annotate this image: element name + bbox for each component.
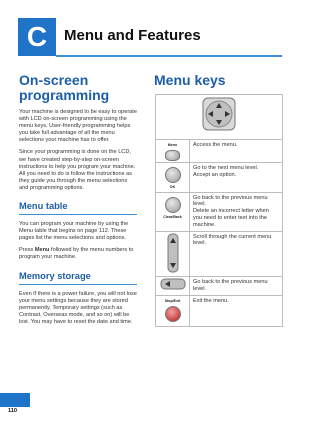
menu-keys-heading: Menu keys — [154, 72, 226, 88]
up-down-desc-line: Scroll through the current menu level. — [193, 233, 272, 247]
right-column — [154, 73, 284, 94]
table-row — [156, 140, 283, 163]
ok-key-desc-line-1: Go to the next menu level. — [193, 164, 259, 171]
press-suffix: followed by the menu numbers to program your machine. — [19, 247, 134, 261]
intro-paragraph-2: Since your programming is done on the LCD, we have created step-by-step on-screen instructions to help you program your machine. All you need to do is follow the instructions as they guide you through the menu selections and programming options. — [19, 149, 136, 191]
clear-back-key-icon — [165, 197, 181, 213]
menu-keys-table — [155, 94, 283, 327]
table-row-navigation-pad — [156, 95, 283, 140]
menu-key-desc-line: Access the menu. — [193, 142, 238, 148]
memory-storage-heading: Memory storage — [19, 271, 137, 285]
press-prefix: Press — [19, 247, 35, 254]
menu-key-description — [190, 140, 283, 163]
left-key-icon — [160, 278, 186, 290]
table-row — [156, 277, 283, 296]
left-key-description — [190, 277, 283, 296]
chapter-letter: C — [26, 21, 48, 52]
clear-back-key-description — [190, 192, 283, 231]
stop-exit-key-label: Stop/Exit — [164, 298, 181, 303]
chapter-letter-tab — [18, 18, 56, 56]
stop-exit-key-icon — [165, 306, 181, 322]
left-column — [19, 73, 137, 331]
chapter-title-rule — [56, 55, 282, 57]
stop-exit-key-description — [190, 295, 283, 326]
stop-exit-desc-line: Exit the menu. — [193, 297, 229, 304]
table-row — [156, 192, 283, 231]
key-cell-ok — [156, 162, 190, 192]
footer-page-tab — [0, 393, 30, 407]
ok-key-icon — [165, 167, 181, 183]
key-cell-left — [156, 277, 190, 296]
key-cell-stop-exit — [156, 295, 190, 326]
menu-table-heading: Menu table — [19, 201, 137, 215]
table-row — [156, 231, 283, 277]
memory-storage-paragraph: Even if there is a power failure, you will not lose your menu settings because they are stored permanently. Temporary settings (such as Contrast, Overseas mode, and so on) will be lost. You may have to reset the date and time. — [19, 290, 137, 325]
navigation-pad-icon — [202, 97, 236, 131]
ok-key-desc-line-2: Accept an option. — [193, 171, 237, 178]
table-row — [156, 162, 283, 192]
intro-paragraph-1: Your machine is designed to be easy to operate with LCD on-screen programming using the menu keys. User-friendly programming helps you take full advantage of all the menu selections your machine has to offer. — [19, 109, 137, 144]
key-cell-menu — [156, 140, 190, 163]
press-key-menu: Menu — [34, 247, 50, 254]
table-row — [156, 295, 283, 326]
chapter-title: Menu and Features — [64, 27, 201, 44]
menu-table-paragraph: You can program your machine by using the Menu table that begins on page 112. These pages list the menu selections and options. — [19, 221, 129, 242]
on-screen-programming-heading: On-screen programming — [19, 72, 110, 103]
clear-back-desc-line-1: Go back to the previous menu level. — [193, 194, 268, 208]
menu-table-press-paragraph — [19, 247, 137, 261]
left-key-desc-line: Go back to the previous menu level. — [193, 279, 268, 293]
key-cell-up-down — [156, 231, 190, 277]
ok-key-description — [190, 162, 283, 192]
up-down-key-description — [190, 231, 283, 277]
ok-key-label: OK — [169, 184, 176, 189]
navigation-pad-cell — [156, 95, 283, 140]
menu-key-label: Menu — [167, 143, 178, 147]
page-number: 110 — [8, 408, 18, 414]
clear-back-desc-line-2: Delete an incorrect letter when you need to enter text into the machine. — [193, 208, 269, 228]
key-cell-clear-back — [156, 192, 190, 231]
clear-back-key-label: Clear/Back — [163, 214, 182, 219]
up-down-key-icon — [165, 233, 181, 273]
menu-key-icon — [165, 150, 180, 161]
